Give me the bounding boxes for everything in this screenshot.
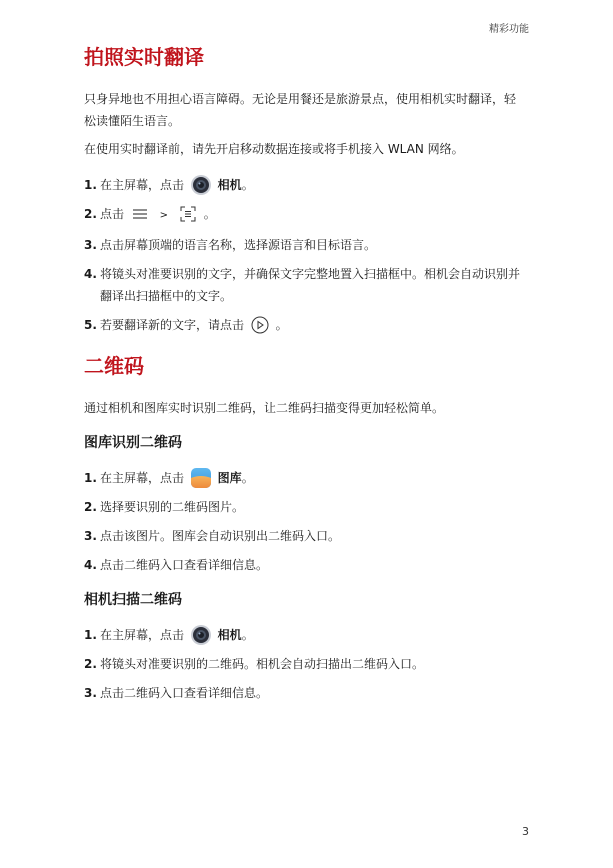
- step-number: 3.: [84, 686, 97, 700]
- translate-intro: 只身异地也不用担心语言障碍。无论是用餐还是旅游景点，使用相机实时翻译，轻松读懂陌生语言。: [84, 92, 517, 128]
- step-text: 点击该图片。图库会自动识别出二维码入口。: [100, 529, 341, 543]
- step-number: 1.: [84, 178, 97, 192]
- step-text: 点击二维码入口查看详细信息。: [100, 686, 269, 700]
- step-text: 点击: [100, 207, 125, 221]
- step-text: 点击二维码入口查看详细信息。: [100, 558, 269, 572]
- step-separator: >: [159, 210, 169, 221]
- step-number: 5.: [84, 318, 97, 332]
- step-number: 1.: [84, 628, 97, 642]
- step-text-end: 。: [275, 318, 288, 332]
- list-item: [84, 234, 524, 256]
- app-name-camera: 相机: [217, 628, 242, 642]
- page-number: 3: [522, 825, 529, 838]
- menu-icon: [131, 205, 149, 223]
- step-text-end: 。: [241, 628, 254, 642]
- list-item: [84, 554, 524, 576]
- list-item: [84, 203, 524, 227]
- step-number: 4.: [84, 558, 97, 572]
- step-text-end: 。: [241, 471, 254, 485]
- list-item: [84, 525, 524, 547]
- step-number: 1.: [84, 471, 97, 485]
- play-icon: [251, 316, 269, 334]
- page-content: [84, 44, 524, 711]
- translate-section-title: 拍照实时翻译: [84, 45, 204, 69]
- step-text: 选择要识别的二维码图片。: [100, 500, 245, 514]
- camera-app-icon: [191, 625, 211, 645]
- camera-app-icon: [191, 175, 211, 195]
- list-item: [84, 496, 524, 518]
- step-number: 3.: [84, 238, 97, 252]
- step-text-end: 。: [241, 178, 254, 192]
- camera-qrcode-title: 相机扫描二维码: [84, 592, 182, 608]
- step-text: 若要翻译新的文字，请点击: [100, 318, 245, 332]
- list-item: [84, 263, 524, 307]
- camera-qrcode-steps: [84, 624, 524, 704]
- step-text-end: 。: [203, 207, 216, 221]
- step-number: 3.: [84, 529, 97, 543]
- step-text: 在主屏幕，点击: [100, 628, 185, 642]
- gallery-app-icon: [191, 468, 211, 488]
- step-text: 在主屏幕，点击: [100, 178, 185, 192]
- step-number: 2.: [84, 657, 97, 671]
- step-text: 将镜头对准要识别的文字，并确保文字完整地置入扫描框中。相机会自动识别并翻译出扫描框中的文字。: [100, 267, 521, 303]
- app-name-gallery: 图库: [217, 471, 242, 485]
- list-item: [84, 624, 524, 646]
- step-number: 2.: [84, 207, 97, 221]
- step-number: 4.: [84, 267, 97, 281]
- qrcode-section-title: 二维码: [84, 354, 144, 378]
- list-item: [84, 653, 524, 675]
- translate-icon: [179, 205, 197, 223]
- translate-note: 在使用实时翻译前，请先开启移动数据连接或将手机接入 WLAN 网络。: [84, 142, 464, 156]
- qrcode-intro: 通过相机和图库实时识别二维码，让二维码扫描变得更加轻松简单。: [84, 401, 445, 415]
- step-text: 点击屏幕顶端的语言名称，选择源语言和目标语言。: [100, 238, 377, 252]
- gallery-qrcode-steps: [84, 467, 524, 576]
- list-item: [84, 682, 524, 704]
- step-text: 将镜头对准要识别的二维码。相机会自动扫描出二维码入口。: [100, 657, 425, 671]
- page-header: 精彩功能: [489, 24, 529, 35]
- step-number: 2.: [84, 500, 97, 514]
- list-item: [84, 467, 524, 489]
- list-item: [84, 174, 524, 196]
- app-name-camera: 相机: [217, 178, 242, 192]
- gallery-qrcode-title: 图库识别二维码: [84, 435, 182, 451]
- list-item: [84, 314, 524, 336]
- step-text: 在主屏幕，点击: [100, 471, 185, 485]
- translate-steps: [84, 174, 524, 336]
